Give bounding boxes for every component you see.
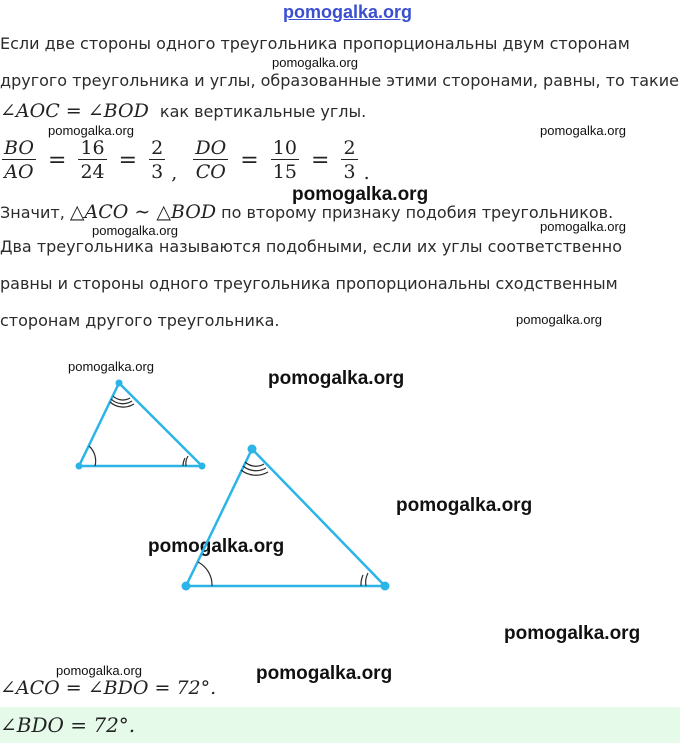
answer-box xyxy=(0,707,680,743)
fraction-10-15: $\frac{10}{15}$ xyxy=(272,137,297,183)
ratio-equation: $\frac{BO}{AO}$ = $\frac{16}{24}$ = $\frac{2}{3}$ , $\frac{DO}{CO}$ = $\frac{10}{15}$ = $\frac{2}{3}$ . xyxy=(4,137,370,184)
watermark-large: pomogalka.org xyxy=(504,623,641,644)
fraction-2-3-second: $\frac{2}{3}$ xyxy=(343,137,356,183)
watermark-large: pomogalka.org xyxy=(268,368,405,389)
watermark: pomogalka.org xyxy=(56,663,142,678)
conclusion-suffix: по второму признаку подобия треугольников. xyxy=(221,203,614,222)
watermark: pomogalka.org xyxy=(540,219,626,234)
fraction-do-co: $\frac{DO}{CO}$ xyxy=(195,137,227,183)
paragraph-line-2: другого треугольника и углы, образованные этими сторонами, равны, то такие xyxy=(0,71,679,90)
small-triangle xyxy=(79,383,202,466)
watermark: pomogalka.org xyxy=(540,123,626,138)
small-triangle-angle-marks xyxy=(89,396,188,466)
watermark: pomogalka.org xyxy=(48,123,134,138)
fraction-bo-ao: $\frac{BO}{AO}$ xyxy=(4,137,34,183)
similarity-math: △ACO ∼ △BOD xyxy=(69,201,217,223)
watermark-large: pomogalka.org xyxy=(292,184,429,205)
watermark-large: pomogalka.org xyxy=(396,495,533,516)
watermark: pomogalka.org xyxy=(516,312,602,327)
watermark-large: pomogalka.org xyxy=(148,536,285,557)
paragraph-line-1: Если две стороны одного треугольника пропорциональны двум сторонам xyxy=(0,34,630,53)
fraction-2-3: $\frac{2}{3}$ xyxy=(151,137,164,183)
conclusion-prefix: Значит, xyxy=(0,203,65,222)
answer-text: ∠BDO = 72°. xyxy=(0,713,136,737)
definition-line-2: равны и стороны одного треугольника пропорциональны сходственным xyxy=(0,274,618,293)
site-watermark-top: pomogalka.org xyxy=(283,2,413,22)
watermark: pomogalka.org xyxy=(92,223,178,238)
watermark: pomogalka.org xyxy=(272,55,358,70)
large-triangle-vertices xyxy=(182,445,390,591)
angle-equality-math: ∠AOC = ∠BOD xyxy=(0,100,149,122)
large-triangle xyxy=(186,449,385,586)
watermark-large: pomogalka.org xyxy=(256,663,393,684)
watermark: pomogalka.org xyxy=(68,359,154,374)
definition-line-3: сторонам другого треугольника. xyxy=(0,311,280,330)
angle-equation: ∠ACO = ∠BDO = 72°. xyxy=(0,677,217,699)
fraction-16-24: $\frac{16}{24}$ xyxy=(80,137,105,183)
definition-line-1: Два треугольника называются подобными, если их углы соответственно xyxy=(0,237,623,256)
vertical-angles-text: как вертикальные углы. xyxy=(159,102,367,121)
